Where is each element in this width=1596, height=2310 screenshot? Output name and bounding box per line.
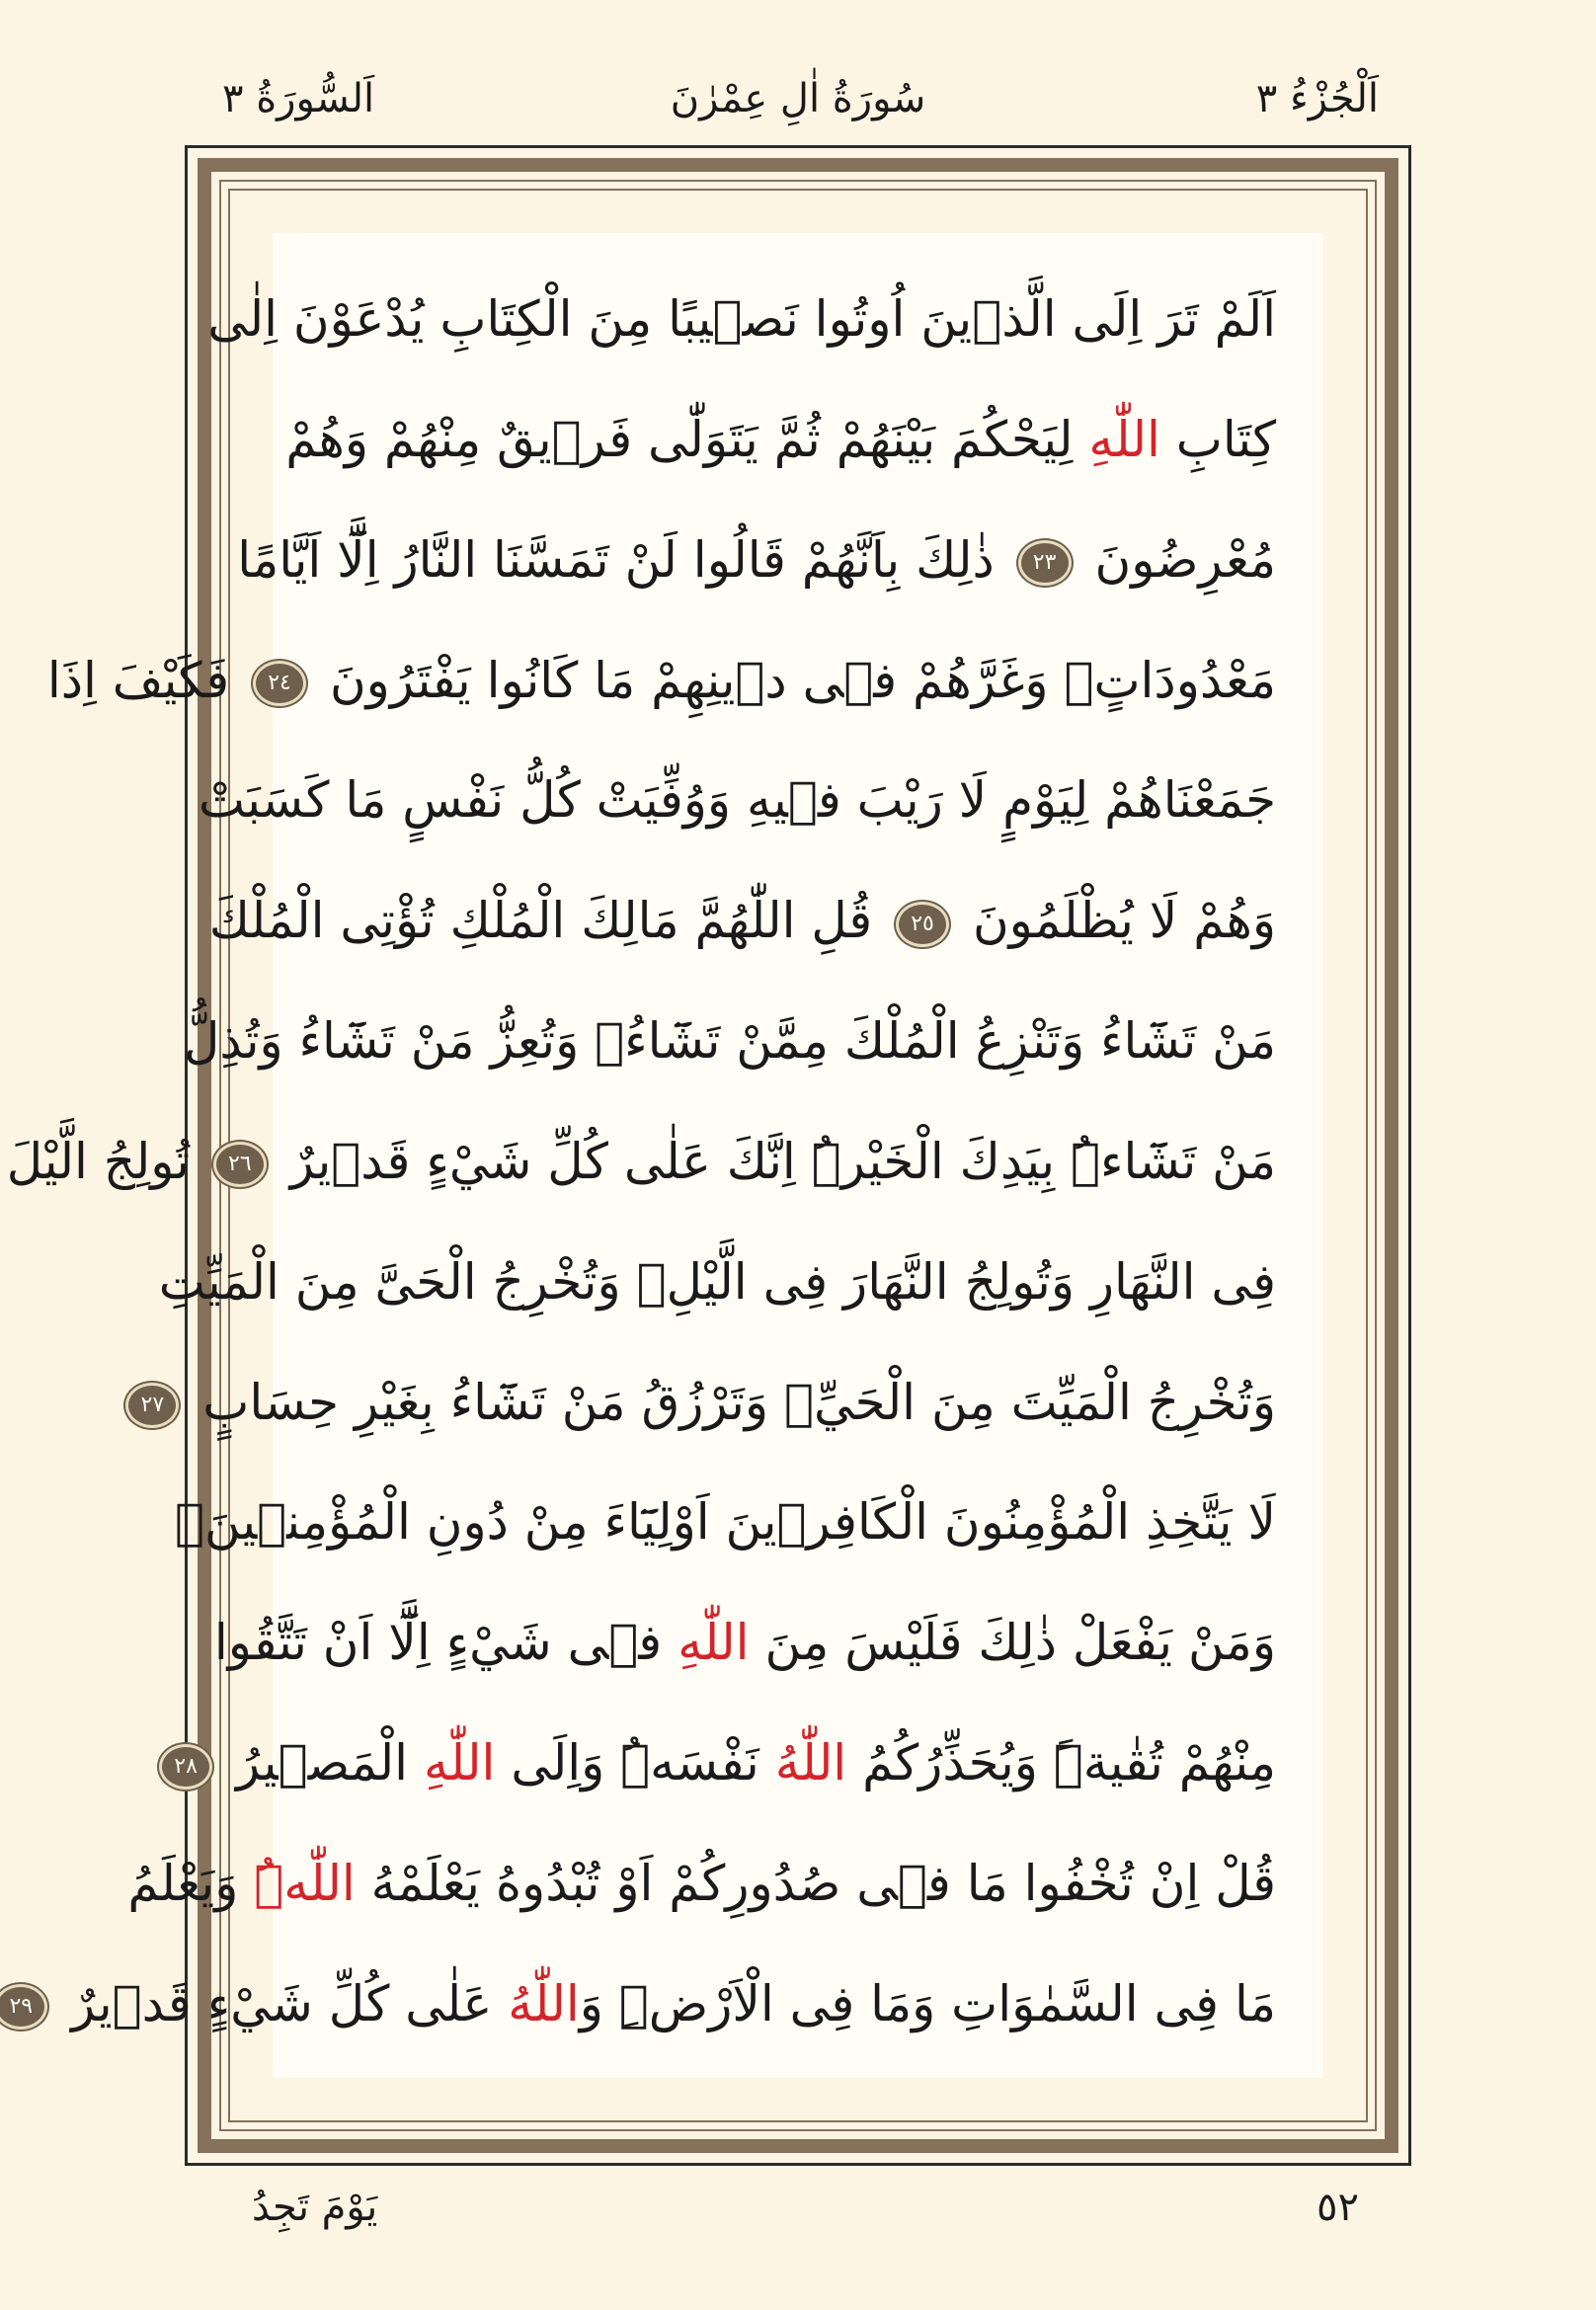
verse-line	[285, 385, 1276, 494]
page-number: ٥٢	[1317, 2185, 1359, 2230]
juz-label: اَلْجُزْءُ ٣	[1255, 76, 1379, 121]
verse-line	[46, 626, 1276, 735]
verse-text-area	[6, 233, 1323, 2078]
verse-text: فِى النَّهَارِ وَتُولِجُ النَّهَارَ فِى الَّيْلِۘ وَتُخْرِجُ الْحَىَّ مِنَ الْمَيِّتِ	[158, 1252, 1276, 1311]
verse-text: عَلٰى كُلِّ شَيْءٍ قَدٖيرٌ	[55, 1974, 509, 2032]
verse-lines	[6, 265, 1276, 2058]
verse-text: نَفْسَهُۜ وَاِلَى	[495, 1734, 775, 1792]
verse-text: اَلَمْ تَرَ اِلَى الَّذٖينَ اُوتُوا نَصٖيبًا مِنَ الْكِتَابِ يُدْعَوْنَ اِلٰى	[207, 290, 1276, 348]
ayah-number-marker: ٢٦	[213, 1142, 267, 1187]
page-header	[0, 59, 1596, 138]
verse-text: مِنْهُمْ تُقٰيةًۜ وَيُحَذِّرُكُمُ	[846, 1734, 1276, 1792]
divine-name-highlight: اللّٰهُ	[774, 1734, 847, 1792]
verse-text: تُولِجُ الَّيْلَ	[6, 1132, 205, 1190]
verse-line	[198, 746, 1276, 854]
verse-text: الْمَصٖيرُ	[220, 1734, 424, 1792]
ayah-number-marker: ٢٧	[125, 1383, 179, 1428]
ayah-number-marker: ٢٥	[896, 902, 949, 947]
verse-text: جَمَعْنَاهُمْ لِيَوْمٍ لَا رَيْبَ فٖيهِ وَوُفِّيَتْ كُلُّ نَفْسٍ مَا كَسَبَتْ	[198, 771, 1276, 830]
verse-text: قُلِ اللّٰهُمَّ مَالِكَ الْمُلْكِ تُؤْتِى الْمُلْكَ	[208, 892, 889, 950]
frame-border-band	[6, 158, 1398, 2153]
verse-text: وَيَعْلَمُ	[127, 1854, 255, 1912]
verse-text: مَنْ تَشَٓاءُۜ بِيَدِكَ الْخَيْرُۜ اِنَّكَ عَلٰى كُلِّ شَيْءٍ قَدٖيرٌ	[274, 1132, 1276, 1190]
verse-line	[184, 987, 1276, 1095]
ayah-number-marker: ٢٤	[253, 661, 306, 706]
verse-line	[158, 1228, 1276, 1336]
verse-line	[9, 1950, 1276, 2058]
verse-text: مَعْدُودَاتٍۖ وَغَرَّهُمْ فٖى دٖينِهِمْ مَا كَانُوا يَفْتَرُونَ	[314, 651, 1276, 709]
verse-line	[175, 1468, 1276, 1576]
verse-text: قُلْ اِنْ تُخْفُوا مَا فٖى صُدُورِكُمْ اَوْ تُبْدُوهُ يَعْلَمْهُ	[355, 1854, 1276, 1912]
verse-line	[6, 1107, 1276, 1216]
verse-line	[207, 265, 1276, 373]
divine-name-highlight: اللّٰهِ	[1088, 410, 1160, 468]
verse-text: وَمَنْ يَفْعَلْ ذٰلِكَ فَلَيْسَ مِنَ	[749, 1614, 1276, 1672]
divine-name-highlight: اللّٰهُۜ	[254, 1854, 356, 1912]
surah-number-label: اَلسُّورَةُ ٣	[222, 76, 375, 121]
verse-line	[213, 1588, 1276, 1697]
verse-text: ذٰلِكَ بِاَنَّهُمْ قَالُوا لَنْ تَمَسَّنَا النَّارُ اِلَّٓا اَيَّامًا	[237, 530, 1010, 589]
verse-text: مَا فِى السَّمٰوَاتِ وَمَا فِى الْاَرْضِۜ وَ	[579, 1974, 1276, 2032]
divine-name-highlight: اللّٰهُ	[508, 1974, 580, 2032]
verse-text: مُعْرِضُونَ	[1078, 530, 1276, 589]
ayah-number-marker: ٢٩	[0, 1984, 47, 2030]
verse-line	[140, 1348, 1276, 1457]
verse-text: وَتُخْرِجُ الْمَيِّتَ مِنَ الْحَيِّۘ وَتَرْزُقُ مَنْ تَشَٓاءُ بِغَيْرِ حِسَابٍ	[187, 1373, 1276, 1431]
verse-line	[208, 866, 1276, 975]
catchword: يَوْمَ تَجِدُ	[252, 2185, 378, 2230]
verse-line	[127, 1829, 1276, 1938]
verse-text: كِتَابِ	[1159, 410, 1276, 468]
divine-name-highlight: اللّٰهِ	[678, 1614, 750, 1672]
ayah-number-marker: ٢٣	[1018, 540, 1072, 586]
verse-text: وَهُمْ لَا يُظْلَمُونَ	[957, 892, 1276, 950]
ayah-number-marker: ٢٨	[159, 1744, 212, 1790]
page-footer	[0, 2173, 1596, 2252]
surah-title: سُورَةُ اٰلِ عِمْرٰنَ	[670, 76, 926, 121]
verse-line	[237, 506, 1276, 614]
ornamental-frame	[6, 145, 1411, 2166]
verse-text: فَكَيْفَ اِذَا	[46, 651, 246, 709]
verse-text: مَنْ تَشَٓاءُ وَتَنْزِعُ الْمُلْكَ مِمَّنْ تَشَٓاءُۘ وَتُعِزُّ مَنْ تَشَٓاءُ وَتُذِلُّ	[184, 1012, 1276, 1071]
verse-text: فٖى شَيْءٍ اِلَّٓا اَنْ تَتَّقُوا	[213, 1614, 678, 1672]
verse-text: لِيَحْكُمَ بَيْنَهُمْ ثُمَّ يَتَوَلّٰى فَرٖيقٌ مِنْهُمْ وَهُمْ	[285, 410, 1089, 468]
verse-text: لَا يَتَّخِذِ الْمُؤْمِنُونَ الْكَافِرٖينَ اَوْلِيَٓاءَ مِنْ دُونِ الْمُؤْمِنٖينَۚ	[175, 1493, 1276, 1552]
verse-line	[174, 1709, 1276, 1817]
divine-name-highlight: اللّٰهِ	[423, 1734, 496, 1792]
